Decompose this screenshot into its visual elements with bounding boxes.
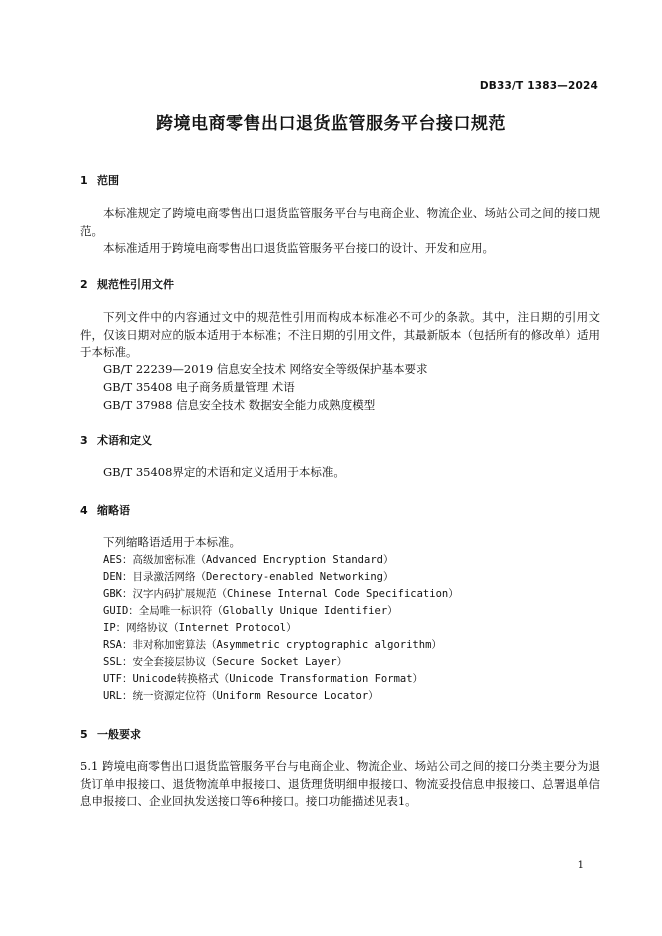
- section-3-heading: [80, 432, 152, 448]
- section-3-paragraph: GB/T 35408界定的术语和定义适用于本标准。: [103, 465, 345, 479]
- abbreviation-item: GBK：汉字内码扩展规范（Chinese Internal Code Specification）: [103, 588, 459, 600]
- abbreviation-item: URL：统一资源定位符（Uniform Resource Locator）: [103, 690, 379, 702]
- section-number: 5: [80, 728, 88, 741]
- section-title: 一般要求: [97, 728, 141, 741]
- section-4-heading: [80, 502, 130, 518]
- section-number: 2: [80, 278, 88, 291]
- section-1-heading: [80, 172, 119, 188]
- document-id: DB33/T 1383—2024: [479, 80, 598, 92]
- page-number: 1: [577, 860, 584, 871]
- abbreviation-item: GUID：全局唯一标识符（Globally Unique Identifier）: [103, 605, 398, 617]
- section-2-intro: 下列文件中的内容通过文中的规范性引用而构成本标准必不可少的条款。其中，注日期的引用文件，仅该日期对应的版本适用于本标准；不注日期的引用文件，其最新版本（包括所有的修改单）适用于本标准。: [80, 310, 600, 359]
- reference-item: GB/T 22239—2019 信息安全技术 网络安全等级保护基本要求: [103, 362, 428, 376]
- section-5-paragraph: 5.1 跨境电商零售出口退货监管服务平台与电商企业、物流企业、场站公司之间的接口分类主要分为退货订单申报接口、退货物流单申报接口、退货理货明细申报接口、物流妥投信息申报接口、总署退单信息申报接口、企业回执发送接口等6种接口。接口功能描述见表1。: [80, 759, 600, 808]
- reference-item: GB/T 37988 信息安全技术 数据安全能力成熟度模型: [103, 398, 376, 412]
- document-title: 跨境电商零售出口退货监管服务平台接口规范: [156, 114, 506, 134]
- abbreviation-item: RSA：非对称加密算法（Asymmetric cryptographic algorithm）: [103, 639, 442, 651]
- section-title: 范围: [97, 174, 119, 187]
- section-number: 1: [80, 174, 88, 187]
- reference-item: GB/T 35408 电子商务质量管理 术语: [103, 380, 295, 394]
- section-5-heading: [80, 726, 141, 742]
- section-title: 缩略语: [97, 504, 130, 517]
- abbreviation-item: DEN：目录激活网络（Derectory-enabled Networking）: [103, 571, 394, 583]
- abbreviation-item: SSL：安全套接层协议（Secure Socket Layer）: [103, 656, 348, 668]
- section-title: 规范性引用文件: [97, 278, 174, 291]
- section-title: 术语和定义: [97, 434, 152, 447]
- section-number: 4: [80, 504, 88, 517]
- section-1-paragraph-2: 本标准适用于跨境电商零售出口退货监管服务平台接口的设计、开发和应用。: [103, 241, 494, 255]
- abbreviation-item: AES：高级加密标准（Advanced Encryption Standard）: [103, 554, 394, 566]
- abbreviation-intro: 下列缩略语适用于本标准。: [103, 535, 241, 549]
- abbreviation-item: IP：网络协议（Internet Protocol）: [103, 622, 297, 634]
- section-number: 3: [80, 434, 88, 447]
- abbreviation-item: UTF：Unicode转换格式（Unicode Transformation Format）: [103, 673, 424, 685]
- section-1-paragraph-1: 本标准规定了跨境电商零售出口退货监管服务平台与电商企业、物流企业、场站公司之间的接口规范。: [80, 206, 600, 238]
- section-2-heading: [80, 276, 174, 292]
